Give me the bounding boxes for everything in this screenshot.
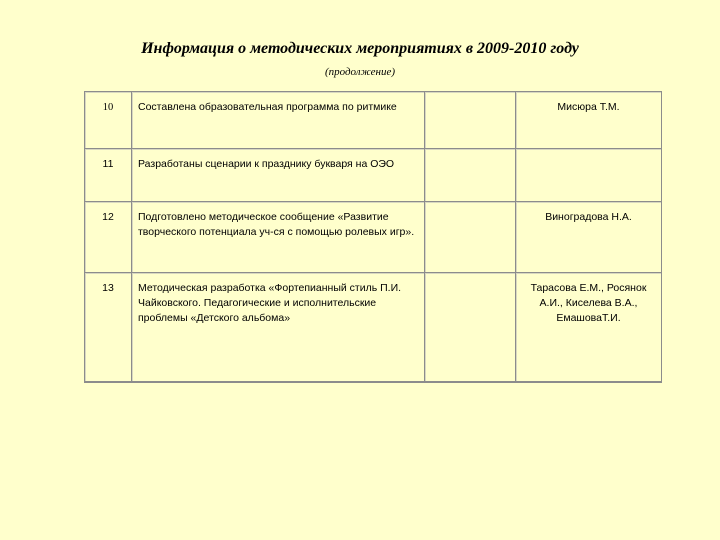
- responsible-person: Тарасова Е.М., Росянок А.И., Киселева В.А., ЕмашоваТ.И.: [516, 273, 662, 383]
- event-description: Подготовлено методическое сообщение «Развитие творческого потенциала уч-ся с помощью ролевых игр».: [132, 202, 425, 273]
- table-row: [85, 273, 662, 383]
- event-date: [425, 149, 516, 202]
- event-description: Методическая разработка «Фортепианный стиль П.И. Чайковского. Педагогические и исполнительские проблемы «Детского альбома»: [132, 273, 425, 383]
- event-date: [425, 202, 516, 273]
- table-row: [85, 149, 662, 202]
- responsible-person: Мисюра Т.М.: [516, 92, 662, 149]
- event-description: Составлена образовательная программа по ритмике: [132, 92, 425, 149]
- row-number: 12: [85, 202, 132, 273]
- table-row: [85, 92, 662, 149]
- event-description: Разработаны сценарии к празднику букваря на ОЭО: [132, 149, 425, 202]
- events-table: [84, 91, 662, 383]
- event-date: [425, 92, 516, 149]
- row-number: 13: [85, 273, 132, 383]
- responsible-person: Виноградова Н.А.: [516, 202, 662, 273]
- page-subtitle: (продолжение): [324, 66, 396, 78]
- row-number: 11: [85, 149, 132, 202]
- table-row: [85, 202, 662, 273]
- row-number: 10: [85, 92, 132, 149]
- responsible-person: [516, 149, 662, 202]
- page-title: Информация о методических мероприятиях в 2009-2010 году: [141, 40, 579, 57]
- event-date: [425, 273, 516, 383]
